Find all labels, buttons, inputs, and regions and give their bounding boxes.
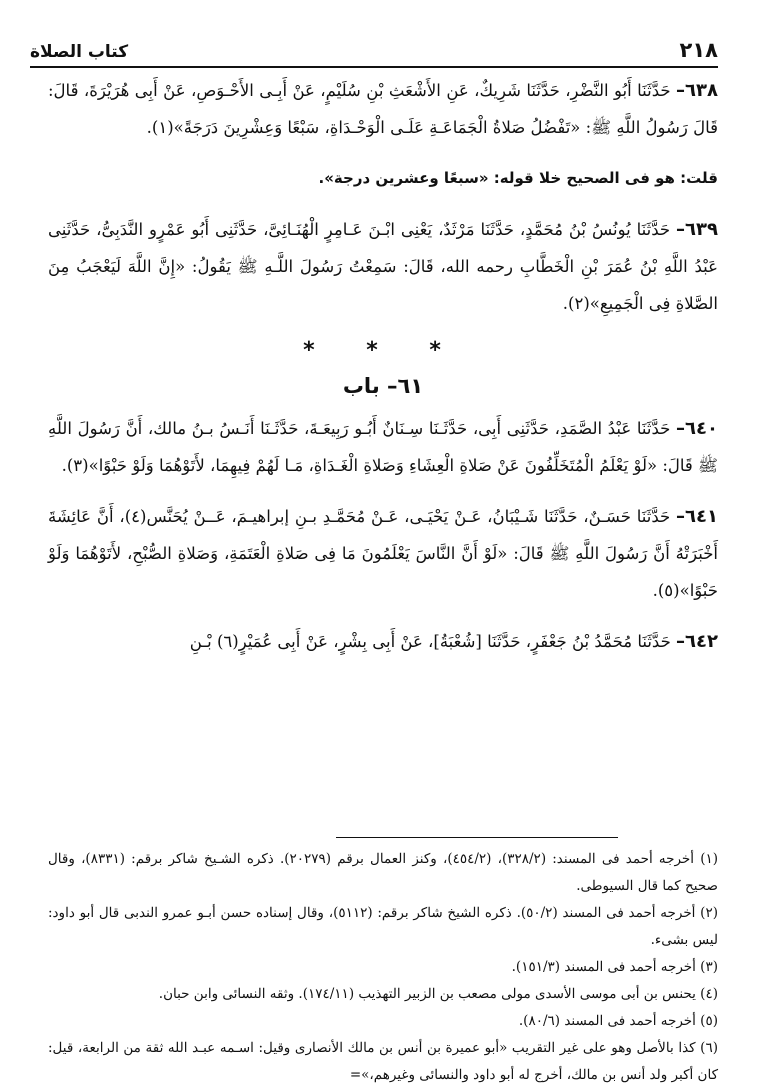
- section-separator: * * *: [303, 338, 463, 363]
- hadith-text: حَدَّثَنَا حَسَـنٌ، حَدَّثَنَا شَـيْبَانُ، عَـنْ يَحْيَـى، عَـنْ مُحَمَّـدِ بـنِ إبراهيـمَ، عَــنْ يُحَنَّس(٤)، أَنَّ عَائِشَةَ أَخْبَرَتْهُ أَنَّ رَسُولَ اللَّهِ ﷺ قَالَ: «لَوْ أَنَّ النَّاسَ يَعْلَمُونَ مَا فِى صَلاةِ الْعَتَمَةِ، وَصَلاةِ الصُّبْحِ، لأَتَوْهُمَا وَلَوْ حَبْوًا»(٥).: [48, 507, 718, 600]
- page-number: ٢١٨: [679, 38, 718, 62]
- hadith-text: حَدَّثَنَا أَبُو النَّضْرِ، حَدَّثَنَا شَرِيكٌ، عَنِ الأَشْعَثِ بْنِ سُلَيْمٍ، عَنْ أَبِـى الأَحْـوَصِ، عَنْ أَبِى هُرَيْرَةَ، قَالَ: قَالَ رَسُولُ اللَّهِ ﷺ: «تَفْضُلُ صَلاةُ الْجَمَاعَـةِ عَلَـى الْوَحْـدَاةِ، سَبْعًا وَعِشْرِينَ دَرَجَةً»(١).: [48, 81, 718, 137]
- footnote-2: (٢) أخرجه أحمد فى المسند (٥٠/٢). ذكره الشيخ شاكر برقم: (٥١١٢)، وقال إسناده حسن أبـو عمرو الندبى قال أبو داود: ليس بشىء.: [48, 905, 718, 948]
- footnote-divider: [336, 837, 618, 838]
- hadith-641: [48, 498, 718, 609]
- hadith-number: ٦٣٩–: [676, 219, 718, 240]
- hadith-text: حَدَّثَنَا مُحَمَّدُ بْنُ جَعْفَرٍ، حَدَّثَنَا [شُعْبَةُ]، عَنْ أَبِى بِشْرٍ، عَنْ أَبِى عُمَيْرٍ(٦) بْـنِ: [189, 632, 671, 651]
- footnote-1: (١) أخرجه أحمد فى المسند: (٣٢٨/٢)، (٤٥٤/٢)، وكنز العمال برقم (٢٠٢٧٩). ذكره الشـيخ شاكر برقم: (٨٣٣١)، وقال صحيح كما قال السيوطى.: [48, 851, 719, 894]
- hadith-number: ٦٤٢–: [676, 631, 718, 652]
- hadith-639: [48, 211, 718, 322]
- hadith-642: [48, 623, 718, 660]
- footnotes: [48, 846, 718, 1089]
- hadith-text: حَدَّثَنَا يُونُسُ بْنُ مُحَمَّدٍ، حَدَّثَنَا مَرْثَدٌ، يَعْنِى ابْـنَ عَـامِرٍ الْهُنَـائِىَّ، حَدَّثَنِى أَبُو عَمْرٍو النَّدَبِىُّ، حَدَّثَنِى عَبْدُ اللَّهِ بْنُ عُمَرَ بْنِ الْخَطَّابِ رحمه الله، قَالَ: سَمِعْتُ رَسُولَ اللَّـهِ ﷺ يَقُولُ: «إِنَّ اللَّهَ لَيَعْجَبُ مِنَ الصَّلاةِ فِى الْجَمِيعِ»(٢).: [48, 220, 718, 313]
- hadith-640: [48, 410, 718, 484]
- running-header: [30, 34, 718, 68]
- book-title: كتاب الصلاة: [30, 42, 129, 62]
- main-text: [48, 72, 718, 674]
- hadith-number: ٦٤٠–: [676, 418, 718, 439]
- footnote-4: (٤) يحنس بن أبى موسى الأسدى مولى مصعب بن الزبير التهذيب (١٧٤/١١). وثقه النسائى وابن حبان.: [158, 986, 718, 1002]
- footnote-6: (٦) كذا بالأصل وهو على غير التقريب «أبو عميرة بن أنس بن مالك الأنصارى وقيل: اسـمه عبـد الله ثقة من الرابعة، قيل: كان أكبر ولد أنس بن مالك، أخرج له أبو داود والنسائى وغيرهم،»=: [48, 1040, 718, 1083]
- editor-note: قلت: هو فى الصحيح خلا قوله: «سبعًا وعشرين درجة».: [318, 169, 718, 187]
- chapter-heading: ٦١– باب: [342, 374, 424, 398]
- hadith-text: حَدَّثَنَا عَبْدُ الصَّمَدِ، حَدَّثَنِى أَبِى، حَدَّثَـنَا سِـنَانٌ أَبُـو رَبِيعَـةَ، حَدَّثَـنَا أَنَـسُ بـنُ مالك، أَنَّ رَسُولَ اللَّهِ ﷺ قَالَ: «لَوْ يَعْلَمُ الْمُتَخَلِّفُونَ عَنْ صَلاةِ الْعِشَاءِ وَصَلاةِ الْغَـدَاةِ، مَـا لَهُمْ فِيهِمَا، لأَتَوْهُمَا وَلَوْ حَبْوًا»(٣).: [48, 419, 718, 475]
- footnote-5: (٥) أخرجه أحمد فى المسند (٨٠/٦).: [518, 1013, 718, 1029]
- hadith-638: [48, 72, 718, 146]
- hadith-number: ٦٣٨–: [676, 80, 718, 101]
- footnote-3: (٣) أخرجه أحمد فى المسند (١٥١/٣).: [511, 959, 718, 975]
- hadith-number: ٦٤١–: [676, 506, 719, 527]
